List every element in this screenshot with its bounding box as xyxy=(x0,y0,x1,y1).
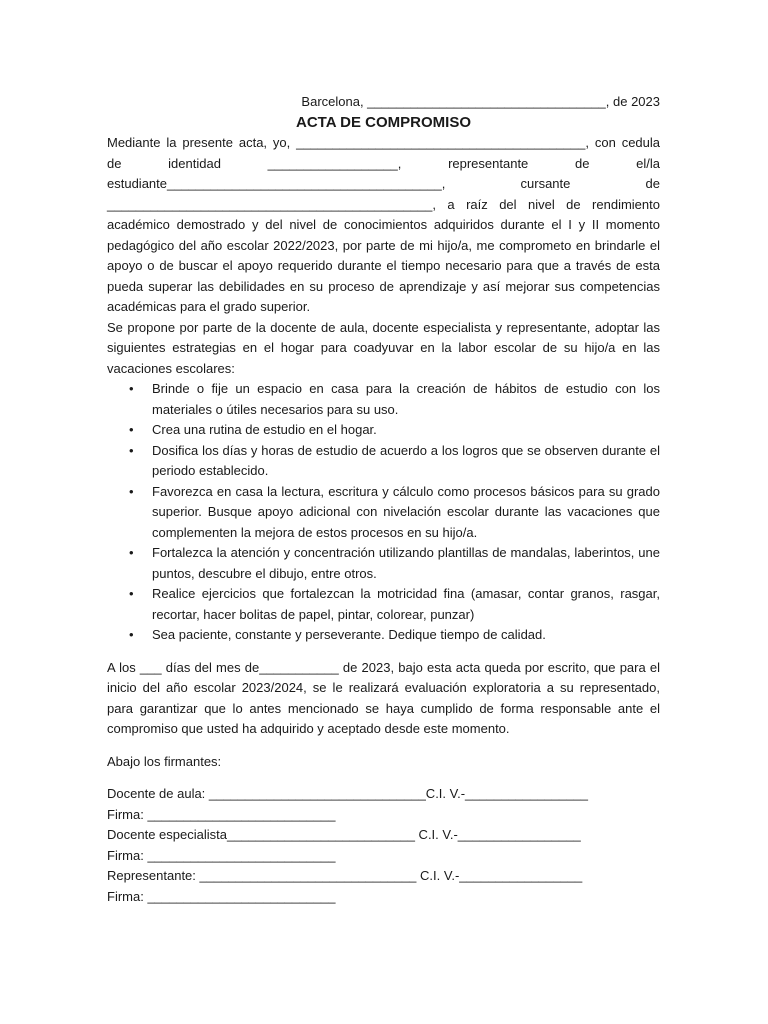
bullet-icon: • xyxy=(129,627,134,642)
signature-line-teacher-firma: Firma: __________________________ xyxy=(107,806,336,822)
signature-line-specialist-firma: Firma: __________________________ xyxy=(107,847,336,863)
list-item: • Crea una rutina de estudio en el hogar. xyxy=(107,420,660,441)
bullet-icon: • xyxy=(129,381,134,396)
bullet-icon: • xyxy=(129,442,134,458)
signature-line-representative: Representante: ______________________________ C.I. V.-_________________ xyxy=(107,868,583,883)
spacer xyxy=(107,740,660,752)
strategies-list xyxy=(107,379,660,646)
list-item: • Brinde o fije un espacio en casa para la creación de hábitos de estudio con los materiales o útiles necesarios para su uso. xyxy=(129,381,660,417)
closing-paragraph: A los ___ días del mes de___________ de 2023, bajo esta acta queda por escrito, que para el inicio del año escolar 2023/2024, se le realizará evaluación exploratoria a su representado, para garantizar que lo antes mencionado se haya cumplido de forma responsable ante el compromiso que usted ha adquirido y aceptado desde este momento. xyxy=(107,659,660,736)
list-item: • Sea paciente, constante y perseverante. Dedique tiempo de calidad. xyxy=(107,625,660,646)
bullet-icon: • xyxy=(129,586,134,601)
list-item: • Dosifica los días y horas de estudio de acuerdo a los logros que se observen durante el periodo establecido. xyxy=(129,442,660,478)
list-item: • Fortalezca la atención y concentración utilizando plantillas de mandalas, laberintos, une puntos, descubre el dibujo, entre otros. xyxy=(129,545,660,581)
document-title: ACTA DE COMPROMISO xyxy=(296,113,471,131)
commitment-paragraph: Mediante la presente acta, yo, ________________________________________, con cedula de identidad __________________, representante de el/la estudiante______________________________________, cursante de _____________________________________________, a raíz del nivel de rendimiento académico demostrado y del nivel de conocimientos adquiridos durante el I y II momento pedagógico del año escolar 2022/2023, por parte de mi hijo/a, me comprometo en brindarle el apoyo o de buscar el apoyo requerido durante el tiempo necesario para que a través de esta pueda superar las debilidades en su proceso de aprendizaje y así mejorar sus competencias académicas para el grado superior. xyxy=(107,135,660,314)
document-body xyxy=(107,92,660,907)
list-item: • Realice ejercicios que fortalezcan la motricidad fina (amasar, contar granos, rasgar, recortar, hacer bolitas de papel, pintar, colorear, punzar) xyxy=(129,586,660,622)
signers-intro: Abajo los firmantes: xyxy=(107,753,222,769)
spacer xyxy=(107,646,660,658)
signature-line-specialist: Docente especialista__________________________ C.I. V.-_________________ xyxy=(107,827,581,842)
strategies-intro: Se propone por parte de la docente de aula, docente especialista y representante, adoptar las siguientes estrategias en el hogar para coadyuvar en la labor escolar de su hijo/a en las vacaciones escolares: xyxy=(107,319,660,376)
bullet-icon: • xyxy=(129,422,134,437)
bullet-icon: • xyxy=(129,483,134,499)
signature-line-teacher: Docente de aula: ______________________________C.I. V.-_________________ xyxy=(107,786,588,801)
date-line: Barcelona, _________________________________, de 2023 xyxy=(301,94,660,109)
spacer xyxy=(107,772,660,784)
bullet-icon: • xyxy=(129,545,134,560)
signature-line-representative-firma: Firma: __________________________ xyxy=(107,888,336,904)
list-item: • Favorezca en casa la lectura, escritura y cálculo como procesos básicos para su grado superior. Busque apoyo adicional con nivelación escolar durante las vacaciones que complementen la mejora de estos procesos en su hijo/a. xyxy=(129,483,660,540)
